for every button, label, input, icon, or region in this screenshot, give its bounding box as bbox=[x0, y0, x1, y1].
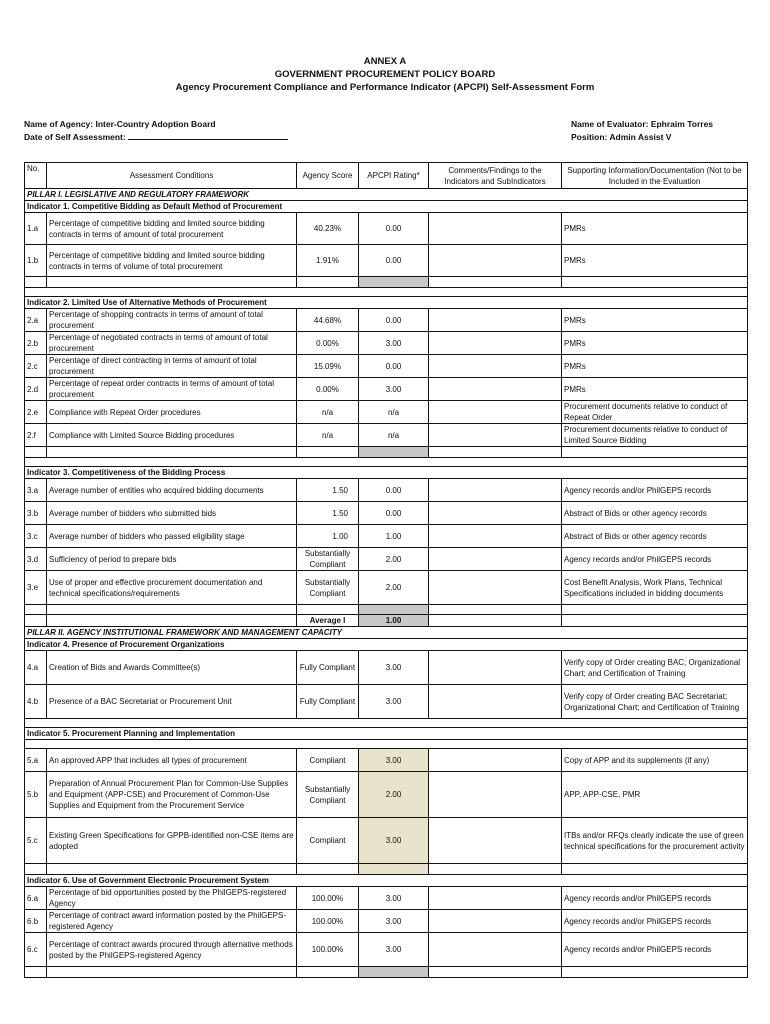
average-label: Average I bbox=[297, 615, 359, 627]
row-no: 4.b bbox=[25, 685, 47, 719]
row-comments bbox=[429, 548, 562, 571]
col-rating: APCPI Rating* bbox=[359, 163, 429, 189]
row-no: 2.f bbox=[25, 424, 47, 447]
row-support: Copy of APP and its supplements (if any) bbox=[562, 749, 748, 772]
row-no: 3.a bbox=[25, 479, 47, 502]
row-no: 6.c bbox=[25, 933, 47, 967]
row-no: 3.d bbox=[25, 548, 47, 571]
row-no: 2.a bbox=[25, 309, 47, 332]
row-rating: 0.00 bbox=[359, 245, 429, 277]
row-score: Substantially Compliant bbox=[297, 548, 359, 571]
row-support: Cost Benefit Analysis, Work Plans, Technical Specifications included in bidding documents bbox=[562, 571, 748, 605]
date-line bbox=[128, 131, 288, 140]
row-score: Compliant bbox=[297, 818, 359, 864]
row-support: Agency records and/or PhilGEPS records bbox=[562, 479, 748, 502]
subtotal-cell bbox=[359, 605, 429, 615]
row-rating: 3.00 bbox=[359, 910, 429, 933]
row-comments bbox=[429, 525, 562, 548]
row-no: 2.c bbox=[25, 355, 47, 378]
agency-info bbox=[24, 118, 288, 144]
table-row bbox=[25, 749, 748, 772]
row-support: Agency records and/or PhilGEPS records bbox=[562, 933, 748, 967]
row-rating: 0.00 bbox=[359, 502, 429, 525]
row-condition: Percentage of shopping contracts in terms of amount of total procurement bbox=[47, 309, 297, 332]
row-comments bbox=[429, 309, 562, 332]
row-condition: Existing Green Specifications for GPPB-identified non-CSE items are adopted bbox=[47, 818, 297, 864]
row-rating: 3.00 bbox=[359, 818, 429, 864]
average-value: 1.00 bbox=[359, 615, 429, 627]
row-score: 100.00% bbox=[297, 887, 359, 910]
row-comments bbox=[429, 213, 562, 245]
row-comments bbox=[429, 401, 562, 424]
row-rating: 3.00 bbox=[359, 378, 429, 401]
row-condition: Percentage of competitive bidding and limited source bidding contracts in terms of amount of total procurement bbox=[47, 213, 297, 245]
row-condition: Average number of bidders who submitted bids bbox=[47, 502, 297, 525]
row-rating: 3.00 bbox=[359, 685, 429, 719]
row-comments bbox=[429, 772, 562, 818]
subtotal-row bbox=[25, 605, 748, 615]
row-support: ITBs and/or RFQs clearly indicate the use of green technical specifications for the procurement activity bbox=[562, 818, 748, 864]
col-supporting: Supporting Information/Documentation (Not to be Included in the Evaluation bbox=[562, 163, 748, 189]
table-row bbox=[25, 355, 748, 378]
indicator-4-title: Indicator 4. Presence of Procurement Organizations bbox=[25, 639, 748, 651]
row-comments bbox=[429, 332, 562, 355]
row-score: 0.00% bbox=[297, 378, 359, 401]
table-row bbox=[25, 772, 748, 818]
indicator-6-title: Indicator 6. Use of Government Electronic Procurement System bbox=[25, 875, 748, 887]
row-rating: 0.00 bbox=[359, 479, 429, 502]
table-row bbox=[25, 910, 748, 933]
row-no: 4.a bbox=[25, 651, 47, 685]
row-score: 100.00% bbox=[297, 933, 359, 967]
row-score: n/a bbox=[297, 424, 359, 447]
row-comments bbox=[429, 502, 562, 525]
row-rating: n/a bbox=[359, 401, 429, 424]
row-support: PMRs bbox=[562, 309, 748, 332]
row-support: Procurement documents relative to conduct of Limited Source Bidding bbox=[562, 424, 748, 447]
subtotal-row bbox=[25, 447, 748, 458]
row-support: PMRs bbox=[562, 355, 748, 378]
row-score: 0.00% bbox=[297, 332, 359, 355]
row-rating: 2.00 bbox=[359, 571, 429, 605]
row-comments bbox=[429, 355, 562, 378]
row-comments bbox=[429, 685, 562, 719]
subtotal-cell bbox=[359, 447, 429, 458]
indicator-5-title: Indicator 5. Procurement Planning and Implementation bbox=[25, 728, 748, 740]
row-comments bbox=[429, 245, 562, 277]
table-row bbox=[25, 685, 748, 719]
row-condition: Creation of Bids and Awards Committee(s) bbox=[47, 651, 297, 685]
row-rating: n/a bbox=[359, 424, 429, 447]
subtotal-cell bbox=[359, 967, 429, 978]
table-row bbox=[25, 818, 748, 864]
row-condition: Percentage of contract awards procured through alternative methods posted by the PhilGEPS-registered Agency bbox=[47, 933, 297, 967]
agency-name: Name of Agency: Inter-Country Adoption Board bbox=[24, 119, 216, 129]
row-rating: 3.00 bbox=[359, 749, 429, 772]
row-no: 3.e bbox=[25, 571, 47, 605]
row-support: PMRs bbox=[562, 378, 748, 401]
table-row bbox=[25, 933, 748, 967]
row-no: 5.b bbox=[25, 772, 47, 818]
row-rating: 3.00 bbox=[359, 332, 429, 355]
row-rating: 0.00 bbox=[359, 213, 429, 245]
row-no: 2.b bbox=[25, 332, 47, 355]
row-score: Fully Compliant bbox=[297, 651, 359, 685]
row-comments bbox=[429, 910, 562, 933]
row-support: PMRs bbox=[562, 332, 748, 355]
row-score: Substantially Compliant bbox=[297, 571, 359, 605]
evaluator-info bbox=[571, 118, 713, 144]
row-score: 40.23% bbox=[297, 213, 359, 245]
row-score: 44.68% bbox=[297, 309, 359, 332]
indicator-1-title: Indicator 1. Competitive Bidding as Default Method of Procurement bbox=[25, 201, 748, 213]
row-no: 5.a bbox=[25, 749, 47, 772]
row-score: n/a bbox=[297, 401, 359, 424]
table-row bbox=[25, 213, 748, 245]
row-condition: Percentage of bid opportunities posted by the PhilGEPS-registered Agency bbox=[47, 887, 297, 910]
col-conditions: Assessment Conditions bbox=[47, 163, 297, 189]
row-condition: Preparation of Annual Procurement Plan for Common-Use Supplies and Equipment (APP-CSE) and Procurement of Common-Use Supplies and Equipment from the Procurement Service bbox=[47, 772, 297, 818]
row-support: Agency records and/or PhilGEPS records bbox=[562, 548, 748, 571]
row-comments bbox=[429, 424, 562, 447]
row-condition: Percentage of direct contracting in terms of amount of total procurement bbox=[47, 355, 297, 378]
form-header bbox=[0, 55, 770, 94]
table-row bbox=[25, 887, 748, 910]
row-rating: 2.00 bbox=[359, 772, 429, 818]
row-support: Procurement documents relative to conduct of Repeat Order bbox=[562, 401, 748, 424]
row-score: 1.50 bbox=[297, 502, 359, 525]
row-support: Agency records and/or PhilGEPS records bbox=[562, 887, 748, 910]
row-score: 1.91% bbox=[297, 245, 359, 277]
row-rating: 3.00 bbox=[359, 887, 429, 910]
row-comments bbox=[429, 651, 562, 685]
table-row bbox=[25, 401, 748, 424]
row-no: 6.b bbox=[25, 910, 47, 933]
row-no: 1.a bbox=[25, 213, 47, 245]
row-score: Substantially Compliant bbox=[297, 772, 359, 818]
row-comments bbox=[429, 887, 562, 910]
row-no: 3.b bbox=[25, 502, 47, 525]
row-condition: Use of proper and effective procurement documentation and technical specifications/requirements bbox=[47, 571, 297, 605]
row-condition: Average number of entities who acquired bidding documents bbox=[47, 479, 297, 502]
row-comments bbox=[429, 571, 562, 605]
col-no: No. bbox=[25, 163, 47, 189]
row-support: Abstract of Bids or other agency records bbox=[562, 525, 748, 548]
subtotal-row bbox=[25, 277, 748, 288]
average-row bbox=[25, 615, 748, 627]
row-score: Compliant bbox=[297, 749, 359, 772]
subtotal-row bbox=[25, 864, 748, 875]
row-no: 6.a bbox=[25, 887, 47, 910]
row-no: 5.c bbox=[25, 818, 47, 864]
row-comments bbox=[429, 933, 562, 967]
evaluator-name: Name of Evaluator: Ephraim Torres bbox=[571, 119, 714, 129]
table-row bbox=[25, 378, 748, 401]
col-comments: Comments/Findings to the Indicators and SubIndicators bbox=[429, 163, 562, 189]
row-support: Verify copy of Order creating BAC; Organizational Chart; and Certification of Training bbox=[562, 651, 748, 685]
subtotal-cell bbox=[359, 277, 429, 288]
row-support: APP, APP-CSE, PMR bbox=[562, 772, 748, 818]
row-condition: Percentage of repeat order contracts in terms of amount of total procurement bbox=[47, 378, 297, 401]
row-support: Verify copy of Order creating BAC Secretariat; Organizational Chart; and Certification of Training bbox=[562, 685, 748, 719]
assessment-date: Date of Self Assessment: bbox=[24, 131, 288, 144]
col-score: Agency Score bbox=[297, 163, 359, 189]
row-no: 2.d bbox=[25, 378, 47, 401]
board-name: GOVERNMENT PROCUREMENT POLICY BOARD bbox=[274, 69, 496, 80]
table-row bbox=[25, 245, 748, 277]
table-row bbox=[25, 502, 748, 525]
row-rating: 0.00 bbox=[359, 355, 429, 378]
row-no: 3.c bbox=[25, 525, 47, 548]
row-comments bbox=[429, 749, 562, 772]
table-row bbox=[25, 332, 748, 355]
subtotal-row bbox=[25, 967, 748, 978]
annex-label: ANNEX A bbox=[363, 56, 407, 67]
row-score: 1.00 bbox=[297, 525, 359, 548]
row-comments bbox=[429, 378, 562, 401]
row-support: PMRs bbox=[562, 213, 748, 245]
row-condition: Percentage of negotiated contracts in terms of amount of total procurement bbox=[47, 332, 297, 355]
table-row bbox=[25, 424, 748, 447]
row-condition: Presence of a BAC Secretariat or Procurement Unit bbox=[47, 685, 297, 719]
row-condition: Sufficiency of period to prepare bids bbox=[47, 548, 297, 571]
row-score: 100.00% bbox=[297, 910, 359, 933]
row-score: Fully Compliant bbox=[297, 685, 359, 719]
evaluator-position: Position: Admin Assist V bbox=[571, 132, 672, 142]
row-condition: Compliance with Limited Source Bidding procedures bbox=[47, 424, 297, 447]
table-row bbox=[25, 479, 748, 502]
row-comments bbox=[429, 479, 562, 502]
table-row bbox=[25, 525, 748, 548]
assessment-table bbox=[24, 162, 748, 978]
row-support: PMRs bbox=[562, 245, 748, 277]
row-condition: Average number of bidders who passed eligibility stage bbox=[47, 525, 297, 548]
pillar-2-title: PILLAR II. AGENCY INSTITUTIONAL FRAMEWORK AND MANAGEMENT CAPACITY bbox=[25, 627, 748, 639]
row-rating: 1.00 bbox=[359, 525, 429, 548]
row-comments bbox=[429, 818, 562, 864]
form-title: Agency Procurement Compliance and Performance Indicator (APCPI) Self-Assessment Form bbox=[175, 82, 595, 93]
row-condition: Percentage of competitive bidding and limited source bidding contracts in terms of volume of total procurement bbox=[47, 245, 297, 277]
row-support: Abstract of Bids or other agency records bbox=[562, 502, 748, 525]
indicator-2-title: Indicator 2. Limited Use of Alternative Methods of Procurement bbox=[25, 297, 748, 309]
row-condition: Percentage of contract award information posted by the PhilGEPS-registered Agency bbox=[47, 910, 297, 933]
row-no: 1.b bbox=[25, 245, 47, 277]
subtotal-cell bbox=[359, 864, 429, 875]
row-rating: 3.00 bbox=[359, 651, 429, 685]
table-header-row bbox=[25, 163, 748, 189]
table-row bbox=[25, 651, 748, 685]
table-row bbox=[25, 548, 748, 571]
indicator-3-title: Indicator 3. Competitiveness of the Bidding Process bbox=[25, 467, 748, 479]
row-rating: 0.00 bbox=[359, 309, 429, 332]
row-condition: An approved APP that includes all types of procurement bbox=[47, 749, 297, 772]
row-no: 2.e bbox=[25, 401, 47, 424]
row-rating: 2.00 bbox=[359, 548, 429, 571]
table-row bbox=[25, 309, 748, 332]
row-rating: 3.00 bbox=[359, 933, 429, 967]
pillar-1-title: PILLAR I. LEGISLATIVE AND REGULATORY FRAMEWORK bbox=[25, 189, 748, 201]
row-condition: Compliance with Repeat Order procedures bbox=[47, 401, 297, 424]
table-row bbox=[25, 571, 748, 605]
row-support: Agency records and/or PhilGEPS records bbox=[562, 910, 748, 933]
row-score: 15.09% bbox=[297, 355, 359, 378]
row-score: 1.50 bbox=[297, 479, 359, 502]
